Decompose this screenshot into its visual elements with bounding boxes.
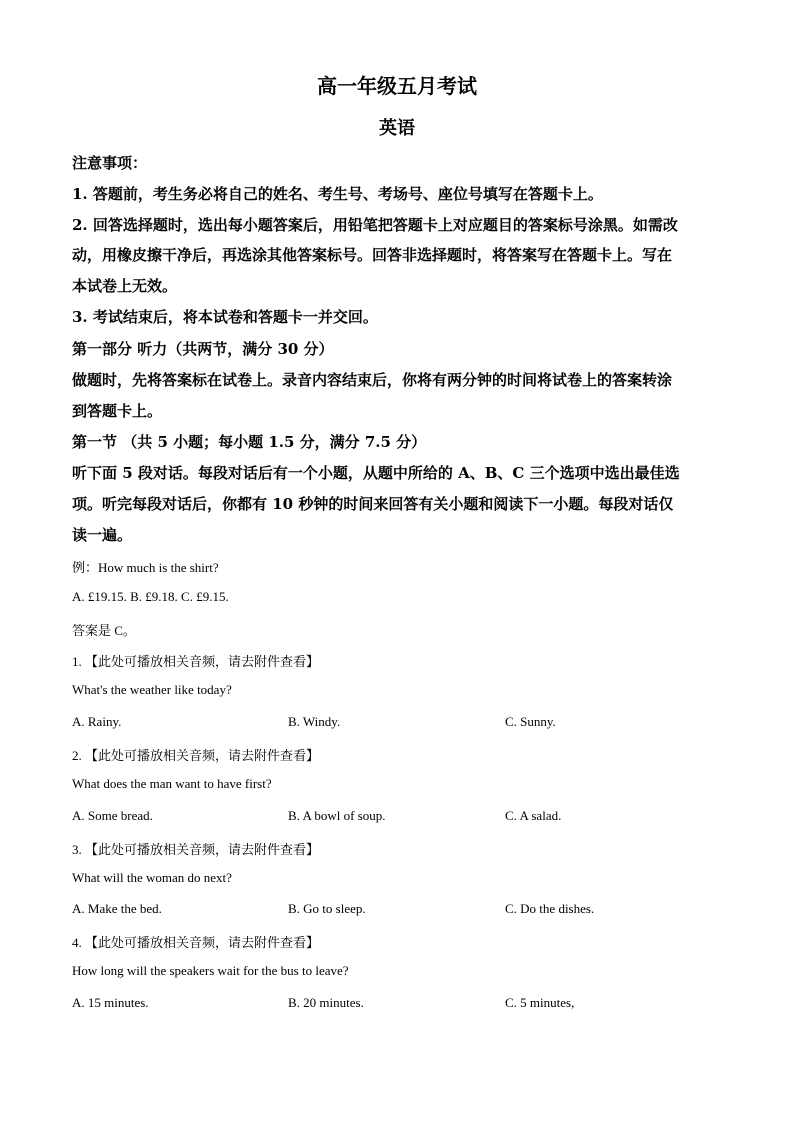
notes-item-1: 1. 答题前，考生务必将自己的姓名、考生号、考场号、座位号填写在答题卡上。 <box>72 185 603 203</box>
question-1-text: What's the weather like today? <box>72 682 232 697</box>
section1-instruction-line-3: 读一遍。 <box>72 526 133 544</box>
notes-item-2-line-3: 本试卷上无效。 <box>72 277 178 295</box>
section1-heading: 第一节 （共 5 小题；每小题 1.5 分，满分 7.5 分） <box>72 433 427 451</box>
exam-title: 高一年级五月考试 <box>317 74 477 98</box>
notes-item-3: 3. 考试结束后，将本试卷和答题卡一并交回。 <box>72 308 378 326</box>
question-3-option-a: A. Make the bed. <box>72 901 162 916</box>
exam-subject: 英语 <box>379 118 415 139</box>
section1-instruction-line-1: 听下面 5 段对话。每段对话后有一个小题，从题中所给的 A、B、C 三个选项中选出最佳选 <box>72 464 680 482</box>
question-3-audio-label: 3. 【此处可播放相关音频，请去附件查看】 <box>72 842 320 857</box>
question-3-option-c: C. Do the dishes. <box>505 901 595 916</box>
question-4-text: How long will the speakers wait for the bus to leave? <box>72 963 349 978</box>
question-4-option-a: A. 15 minutes. <box>72 995 149 1010</box>
question-3-text: What will the woman do next? <box>72 870 232 885</box>
question-2-option-c: C. A salad. <box>505 808 562 823</box>
question-2-text: What does the man want to have first? <box>72 776 272 791</box>
example-question: 例：How much is the shirt? <box>72 560 219 575</box>
section1-instruction-line-2: 项。听完每段对话后，你都有 10 秒钟的时间来回答有关小题和阅读下一小题。每段对话仅 <box>72 495 674 513</box>
notes-item-2-line-2: 动，用橡皮擦干净后，再选涂其他答案标号。回答非选择题时，将答案写在答题卡上。写在 <box>72 246 673 264</box>
question-4-option-b: B. 20 minutes. <box>288 995 364 1010</box>
part1-intro-line-2: 到答题卡上。 <box>72 402 163 420</box>
example-options: A. £19.15. B. £9.18. C. £9.15. <box>72 589 229 604</box>
question-2-option-b: B. A bowl of soup. <box>288 808 386 823</box>
part1-heading: 第一部分 听力（共两节，满分 30 分） <box>72 340 334 358</box>
example-answer: 答案是 C。 <box>72 623 136 638</box>
question-1-option-c: C. Sunny. <box>505 714 556 729</box>
question-4-option-c: C. 5 minutes, <box>505 995 575 1010</box>
question-3-option-b: B. Go to sleep. <box>288 901 366 916</box>
question-1-option-a: A. Rainy. <box>72 714 122 729</box>
question-1-option-b: B. Windy. <box>288 714 341 729</box>
question-2-audio-label: 2. 【此处可播放相关音频，请去附件查看】 <box>72 748 320 763</box>
question-1-audio-label: 1. 【此处可播放相关音频，请去附件查看】 <box>72 654 320 669</box>
question-4-audio-label: 4. 【此处可播放相关音频，请去附件查看】 <box>72 935 320 950</box>
notes-item-2-line-1: 2. 回答选择题时，选出每小题答案后，用铅笔把答题卡上对应题目的答案标号涂黑。如需改 <box>72 216 678 234</box>
question-2-option-a: A. Some bread. <box>72 808 153 823</box>
notes-heading: 注意事项： <box>72 154 148 172</box>
part1-intro-line-1: 做题时，先将答案标在试卷上。录音内容结束后，你将有两分钟的时间将试卷上的答案转涂 <box>72 371 673 389</box>
